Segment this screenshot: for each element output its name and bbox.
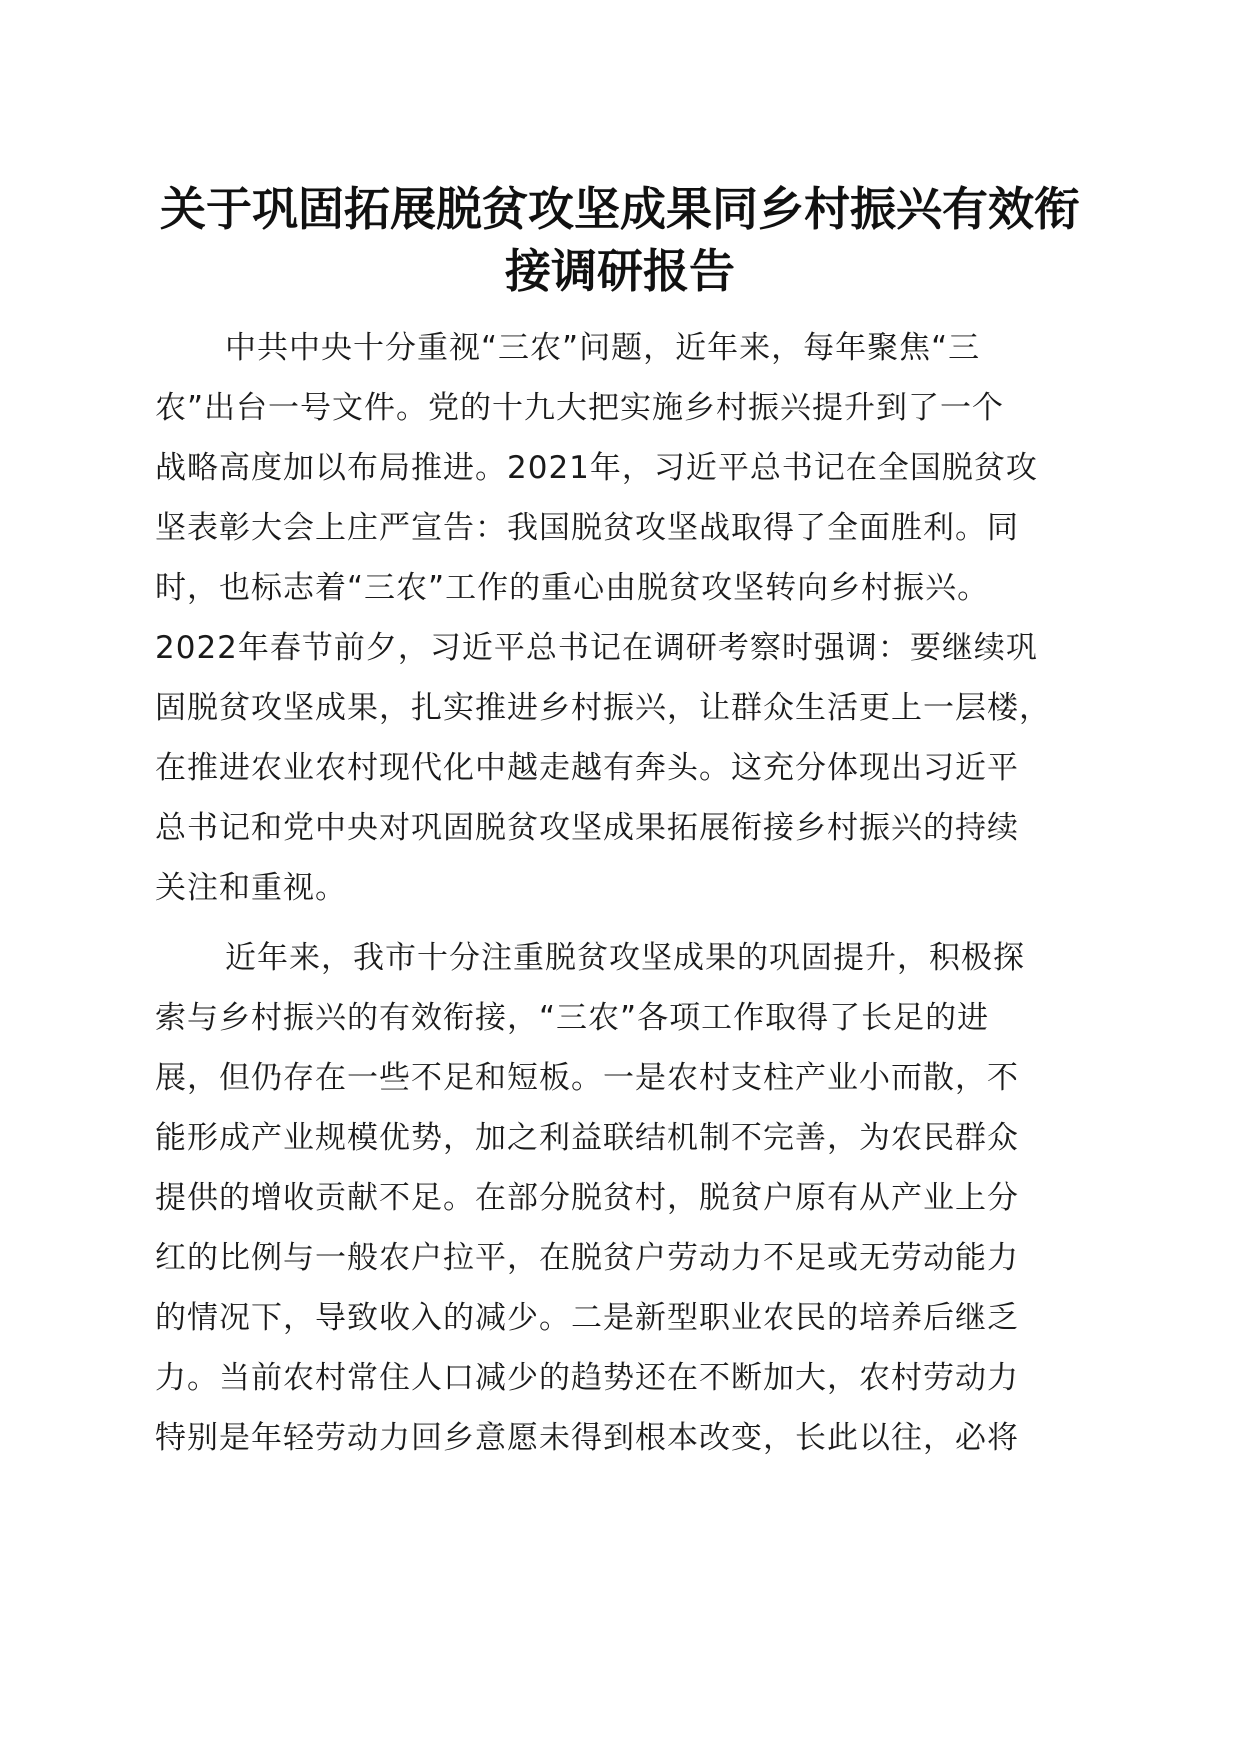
text-line: 索与乡村振兴的有效衔接，“三农”各项工作取得了长足的进 xyxy=(155,1000,990,1036)
text-line: 近年来，我市十分注重脱贫攻坚成果的巩固提升，积极探 xyxy=(225,940,1025,976)
text-line: 战略高度加以布局推进。2021年，习近平总书记在全国脱贫攻 xyxy=(155,450,1038,486)
text-line: 展，但仍存在一些不足和短板。一是农村支柱产业小而散，不 xyxy=(155,1060,1019,1096)
text-line: 红的比例与一般农户拉平，在脱贫户劳动力不足或无劳动能力 xyxy=(155,1240,1019,1276)
text-line: 总书记和党中央对巩固脱贫攻坚成果拓展衔接乡村振兴的持续 xyxy=(155,810,1019,846)
paragraph-1 xyxy=(155,318,1060,918)
text-line: 力。当前农村常住人口减少的趋势还在不断加大，农村劳动力 xyxy=(155,1360,1019,1396)
document-body xyxy=(155,318,1060,1468)
paragraph-2 xyxy=(155,928,1060,1468)
title-line: 关于巩固拓展脱贫攻坚成果同乡村振兴有效衔 xyxy=(160,182,1080,236)
title-line: 接调研报告 xyxy=(505,244,735,298)
text-line: 提供的增收贡献不足。在部分脱贫村，脱贫户原有从产业上分 xyxy=(155,1180,1019,1216)
text-line: 能形成产业规模优势，加之利益联结机制不完善，为农民群众 xyxy=(155,1120,1019,1156)
text-line: 中共中央十分重视“三农”问题，近年来，每年聚焦“三 xyxy=(225,330,981,366)
text-line: 农”出台一号文件。党的十九大把实施乡村振兴提升到了一个 xyxy=(155,390,1005,426)
text-line: 坚表彰大会上庄严宣告：我国脱贫攻坚战取得了全面胜利。同 xyxy=(155,510,1019,546)
document-title xyxy=(140,178,1100,302)
text-line: 的情况下，导致收入的减少。二是新型职业农民的培养后继乏 xyxy=(155,1300,1019,1336)
text-line: 2022年春节前夕，习近平总书记在调研考察时强调：要继续巩 xyxy=(155,630,1038,666)
text-line: 固脱贫攻坚成果，扎实推进乡村振兴，让群众生活更上一层楼， xyxy=(155,690,1051,726)
text-line: 在推进农业农村现代化中越走越有奔头。这充分体现出习近平 xyxy=(155,750,1019,786)
text-line: 特别是年轻劳动力回乡意愿未得到根本改变，长此以往，必将 xyxy=(155,1420,1019,1456)
text-line: 时，也标志着“三农”工作的重心由脱贫攻坚转向乡村振兴。 xyxy=(155,570,990,606)
text-line: 关注和重视。 xyxy=(155,870,347,906)
